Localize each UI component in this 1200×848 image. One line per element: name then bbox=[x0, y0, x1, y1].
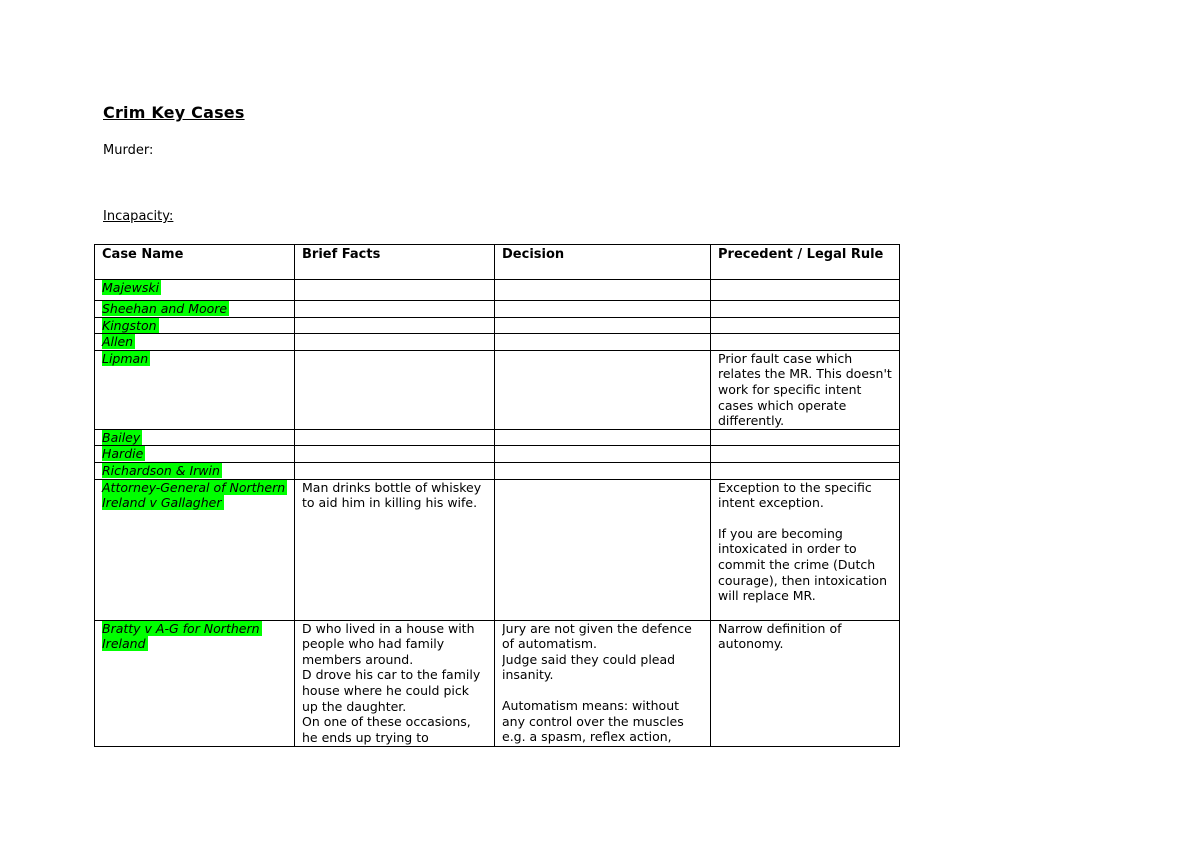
table-row bbox=[95, 280, 900, 301]
case-name-cell bbox=[95, 429, 295, 446]
table-row bbox=[95, 301, 900, 318]
decision-cell bbox=[495, 280, 711, 301]
header-brief-facts: Brief Facts bbox=[295, 245, 495, 280]
facts-cell bbox=[295, 462, 495, 479]
section-murder-label: Murder: bbox=[103, 143, 154, 158]
table-row bbox=[95, 334, 900, 351]
precedent-cell bbox=[711, 334, 900, 351]
decision-cell bbox=[495, 350, 711, 429]
facts-cell bbox=[295, 280, 495, 301]
precedent-cell bbox=[711, 301, 900, 318]
header-case-name: Case Name bbox=[95, 245, 295, 280]
table-row bbox=[95, 446, 900, 463]
header-precedent: Precedent / Legal Rule bbox=[711, 245, 900, 280]
case-name-cell bbox=[95, 462, 295, 479]
precedent-text-2: If you are becoming intoxicated in order to commit the crime (Dutch courage), then intoxication will replace MR. bbox=[718, 525, 888, 604]
case-name: Kingston bbox=[102, 317, 157, 333]
facts-text: D who lived in a house with people who had family members around. D drove his car to the family house where he could pick up the daughter. On one of these occasions, he ends up trying to bbox=[302, 620, 481, 745]
precedent-cell bbox=[711, 620, 900, 746]
case-name: Lipman bbox=[102, 350, 149, 366]
case-name-cell bbox=[95, 334, 295, 351]
case-name-cell bbox=[95, 446, 295, 463]
header-decision: Decision bbox=[495, 245, 711, 280]
decision-content bbox=[502, 621, 704, 746]
facts-cell bbox=[295, 620, 495, 746]
case-name-cell bbox=[95, 350, 295, 429]
decision-cell bbox=[495, 429, 711, 446]
precedent-cell bbox=[711, 350, 900, 429]
page-title: Crim Key Cases bbox=[103, 103, 245, 122]
table-header-row bbox=[95, 245, 900, 280]
facts-cell bbox=[295, 301, 495, 318]
facts-cell bbox=[295, 317, 495, 334]
precedent-cell bbox=[711, 317, 900, 334]
case-name: Sheehan and Moore bbox=[102, 301, 228, 316]
case-name: Hardie bbox=[102, 446, 144, 462]
case-name: Attorney-General of Northern Ireland v Gallagher bbox=[102, 479, 286, 511]
table-row bbox=[95, 620, 900, 746]
decision-cell bbox=[495, 301, 711, 318]
facts-cell bbox=[295, 446, 495, 463]
decision-cell bbox=[495, 334, 711, 351]
decision-cell bbox=[495, 317, 711, 334]
case-name-cell bbox=[95, 301, 295, 318]
facts-cell bbox=[295, 350, 495, 429]
precedent-text: Exception to the specific intent exception. bbox=[718, 479, 872, 511]
case-name-cell bbox=[95, 280, 295, 301]
case-name: Allen bbox=[102, 334, 134, 350]
table-row bbox=[95, 317, 900, 334]
case-name-cell bbox=[95, 620, 295, 746]
cases-table bbox=[94, 244, 900, 747]
facts-cell bbox=[295, 479, 495, 620]
precedent-cell bbox=[711, 462, 900, 479]
precedent-text: Prior fault case which relates the MR. This doesn't work for specific intent cases which operate differently. bbox=[718, 350, 892, 429]
table-row bbox=[95, 429, 900, 446]
decision-cell bbox=[495, 462, 711, 479]
precedent-cell bbox=[711, 280, 900, 301]
decision-text: Jury are not given the defence of automatism. Judge said they could plead insanity. bbox=[502, 620, 692, 683]
case-name-cell bbox=[95, 317, 295, 334]
precedent-cell bbox=[711, 429, 900, 446]
table-row bbox=[95, 350, 900, 429]
case-name: Richardson & Irwin bbox=[102, 462, 220, 478]
precedent-text: Narrow definition of autonomy. bbox=[718, 620, 842, 652]
decision-cell bbox=[495, 479, 711, 620]
case-name: Bratty v A-G for Northern Ireland bbox=[102, 620, 260, 652]
precedent-cell bbox=[711, 479, 900, 620]
precedent-cell bbox=[711, 446, 900, 463]
decision-text-2: Automatism means: without any control over the muscles e.g. a spasm, reflex action, bbox=[502, 697, 684, 745]
decision-cell bbox=[495, 446, 711, 463]
case-name: Bailey bbox=[102, 429, 141, 445]
case-name-cell bbox=[95, 479, 295, 620]
facts-cell bbox=[295, 334, 495, 351]
table-row bbox=[95, 479, 900, 620]
facts-text: Man drinks bottle of whiskey to aid him in killing his wife. bbox=[302, 479, 482, 511]
case-name: Majewski bbox=[102, 280, 160, 295]
section-incapacity-label: Incapacity: bbox=[103, 209, 174, 224]
decision-cell bbox=[495, 620, 711, 746]
table-row bbox=[95, 462, 900, 479]
facts-cell bbox=[295, 429, 495, 446]
